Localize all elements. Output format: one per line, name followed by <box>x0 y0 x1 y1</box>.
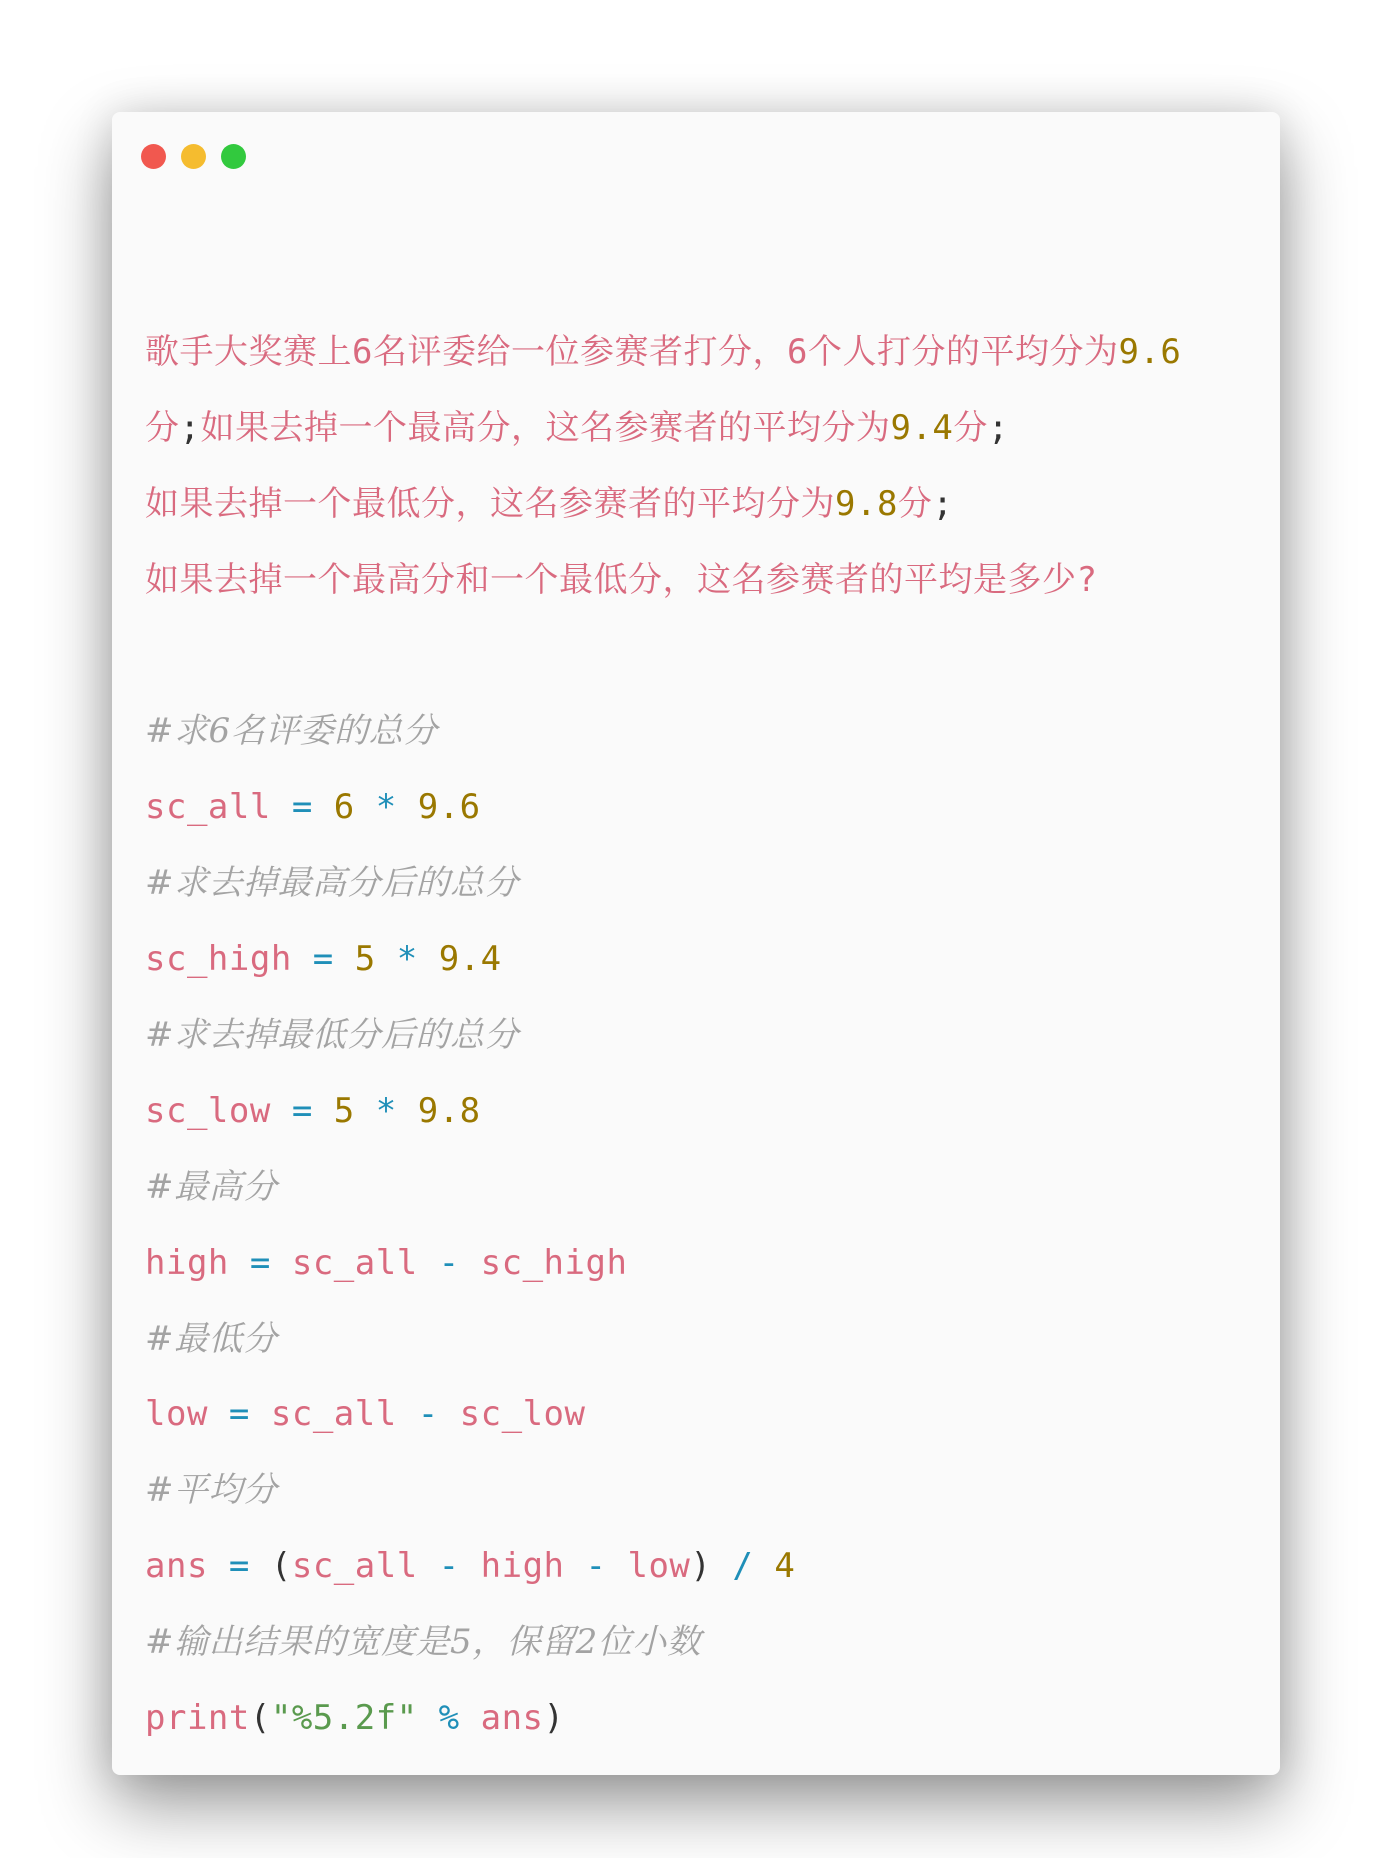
close-button[interactable] <box>141 144 166 169</box>
code-comment: #平均分 <box>145 1470 278 1510</box>
question-line-3 <box>145 479 953 529</box>
code-comment: #最高分 <box>145 1167 278 1207</box>
identifier: sc_high <box>145 939 292 979</box>
question-text: 如果去掉一个最高分，这名参赛者的平均分为 <box>200 408 891 448</box>
identifier: sc_low <box>459 1394 586 1434</box>
operator: = <box>312 939 334 979</box>
operator: / <box>732 1546 754 1586</box>
question-text: 分 <box>897 484 933 524</box>
semicolon: ; <box>179 408 201 448</box>
code-line-low <box>145 1389 585 1439</box>
number-literal: 9.6 <box>417 787 481 827</box>
operator: = <box>228 1394 250 1434</box>
function-name: print <box>145 1698 250 1738</box>
code-comment: #输出结果的宽度是5，保留2位小数 <box>145 1622 702 1662</box>
code-comment: #求去掉最高分后的总分 <box>145 863 519 903</box>
question-line-4 <box>145 555 1097 605</box>
number-literal: 4 <box>774 1546 796 1586</box>
code-comment: #求去掉最低分后的总分 <box>145 1015 519 1055</box>
identifier: low <box>627 1546 691 1586</box>
code-comment: #求6名评委的总分 <box>145 711 438 751</box>
close-paren: ) <box>690 1546 712 1586</box>
close-paren: ) <box>543 1698 565 1738</box>
operator: = <box>249 1243 271 1283</box>
operator: - <box>417 1394 439 1434</box>
number-literal: 5 <box>333 1091 355 1131</box>
number-literal: 9.8 <box>417 1091 481 1131</box>
question-text: 歌手大奖赛上6名评委给一位参赛者打分，6个人打分的平均分为 <box>145 332 1119 372</box>
identifier: ans <box>145 1546 208 1586</box>
operator: - <box>438 1546 460 1586</box>
code-line-sc-low <box>145 1086 481 1136</box>
identifier: sc_all <box>291 1546 418 1586</box>
code-comment: #最低分 <box>145 1319 278 1359</box>
open-paren: ( <box>249 1698 271 1738</box>
question-text: 如果去掉一个最高分和一个最低分，这名参赛者的平均是多少? <box>145 560 1098 600</box>
question-text: 如果去掉一个最低分，这名参赛者的平均分为 <box>145 484 835 524</box>
operator: % <box>438 1698 460 1738</box>
number-literal: 9.6 <box>1118 332 1182 372</box>
code-window <box>112 112 1280 1775</box>
number-literal: 6 <box>333 787 355 827</box>
number-literal: 9.8 <box>835 484 898 524</box>
code-line-sc-high <box>145 934 502 984</box>
number-literal: 5 <box>354 939 376 979</box>
operator: - <box>438 1243 460 1283</box>
identifier: sc_all <box>291 1243 418 1283</box>
code-line-print <box>145 1693 565 1743</box>
zoom-button[interactable] <box>221 144 246 169</box>
question-text: 分 <box>145 408 180 448</box>
operator: = <box>291 787 313 827</box>
identifier: sc_low <box>145 1091 271 1131</box>
question-line-1 <box>145 327 1181 377</box>
open-paren: ( <box>270 1546 292 1586</box>
minimize-button[interactable] <box>181 144 206 169</box>
number-literal: 9.4 <box>438 939 502 979</box>
operator: * <box>375 1091 397 1131</box>
code-content <box>145 332 1182 1812</box>
identifier: ans <box>480 1698 544 1738</box>
identifier: sc_all <box>145 787 271 827</box>
identifier: sc_high <box>480 1243 628 1283</box>
identifier: high <box>480 1546 565 1586</box>
semicolon: ; <box>932 484 954 524</box>
operator: = <box>228 1546 250 1586</box>
question-text: 分 <box>953 408 988 448</box>
identifier: low <box>145 1394 208 1434</box>
operator: * <box>396 939 418 979</box>
string-literal: "%5.2f" <box>270 1698 418 1738</box>
code-line-sc-all <box>145 782 481 832</box>
identifier: sc_all <box>270 1394 397 1434</box>
question-line-2 <box>145 403 1009 453</box>
traffic-lights <box>141 144 261 170</box>
operator: = <box>291 1091 313 1131</box>
operator: - <box>585 1546 607 1586</box>
number-literal: 9.4 <box>890 408 954 448</box>
code-line-ans <box>145 1541 795 1591</box>
semicolon: ; <box>987 408 1009 448</box>
operator: * <box>375 787 397 827</box>
code-line-high <box>145 1238 627 1288</box>
identifier: high <box>145 1243 229 1283</box>
